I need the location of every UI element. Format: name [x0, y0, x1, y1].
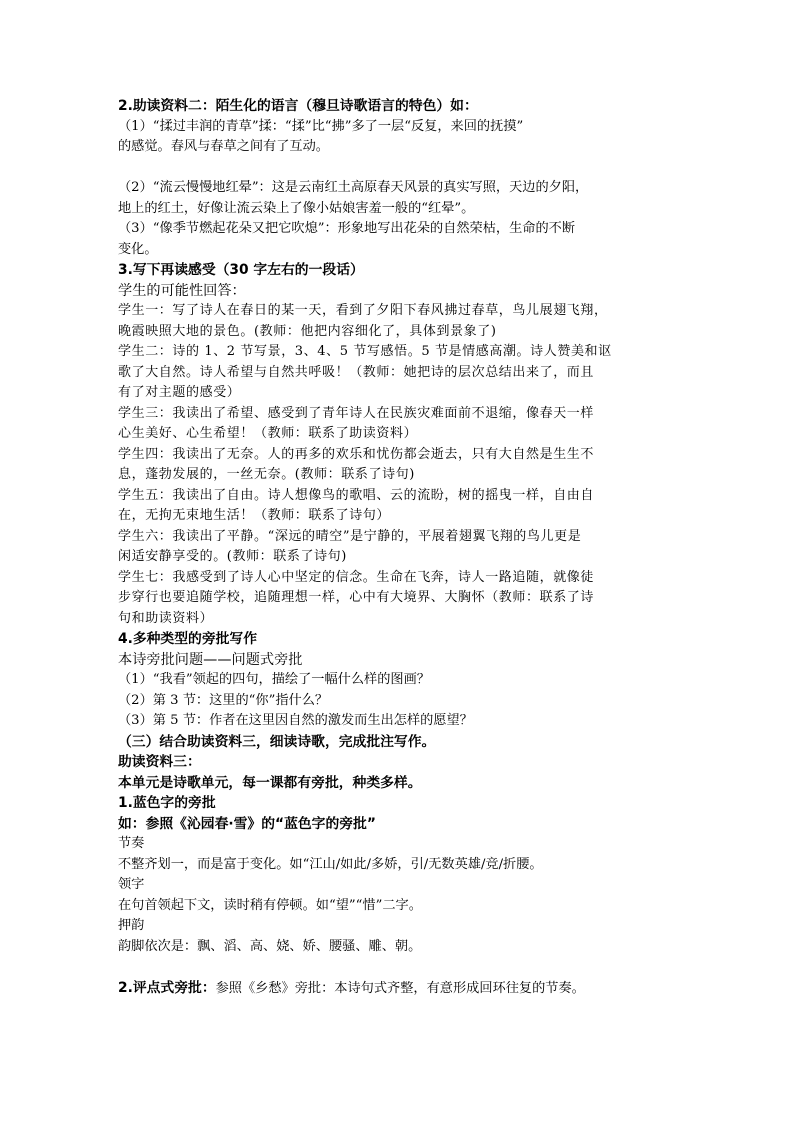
text-line: 的感觉。春风与春草之间有了互动。	[118, 139, 329, 154]
text-line: 步穿行也要追随学校，追随理想一样，心中有大境界、大胸怀（教师：联系了诗	[118, 590, 595, 605]
text-line: 学生一：写了诗人在春日的某一天，看到了夕阳下春风拂过春草，鸟儿展翅飞翔，	[118, 303, 608, 318]
section-heading: 3.写下再读感受（30 字左右的一段话）	[118, 262, 364, 278]
text-line: 学生七：我感受到了诗人心中坚定的信念。生命在飞奔，诗人一路追随，就像徒	[118, 569, 595, 585]
text-line: 学生五：我读出了自由。诗人想像鸟的歌唱、云的流盼，树的摇曳一样，自由自	[118, 487, 595, 503]
text-line: 学生四：我读出了无奈。人的再多的欢乐和忧伤都会逝去，只有大自然是生生不	[118, 446, 595, 462]
text-line: （1）“揉过丰润的青草”揉：“揉”比“拂”多了一层“反复，来回的抚摸”	[118, 118, 524, 134]
text-line: 领字	[118, 877, 145, 892]
body-text: 参照《乡愁》旁批：本诗句式齐整，有意形成回环往复的节奏。	[215, 980, 585, 996]
text-line: 地上的红土，好像让流云染上了像小姑娘害羞一般的“红晕”。	[118, 200, 475, 216]
section-heading: 本单元是诗歌单元，每一课都有旁批，种类多样。	[118, 774, 422, 791]
text-line: 学生六：我读出了平静。“深远的晴空”是宁静的，平展着翅翼飞翔的鸟儿更是	[118, 528, 582, 544]
text-line: 有了对主题的感受）	[118, 385, 241, 400]
text-line: 句和助读资料）	[118, 610, 214, 626]
section-heading: 4.多种类型的旁批写作	[118, 631, 258, 647]
blank-line	[118, 158, 688, 179]
document-page	[118, 96, 688, 998]
text-line: （3）“像季节燃起花朵又把它吹熄”：形象地写出花朵的自然荣枯，生命的不断	[118, 221, 576, 236]
text-line: 变化。	[118, 241, 158, 257]
text-line: 本诗旁批问题——问题式旁批	[118, 651, 303, 668]
text-line: 节奏	[118, 836, 145, 851]
text-line: （3）第 5 节：作者在这里因自然的激发而生出怎样的愿望？	[118, 713, 473, 728]
text-line: 心生美好、心生希望！（教师：联系了助读资料）	[118, 426, 418, 441]
section-heading: 1.蓝色字的旁批	[118, 795, 216, 811]
text-line: 不整齐划一，而是富于变化。如“江山/如此/多娇，引/无数英雄/竞/折腰。	[118, 856, 543, 872]
blank-line	[118, 957, 688, 978]
text-line: 息，蓬勃发展的，一丝无奈。(教师：联系了诗句)	[118, 467, 415, 482]
text-line: （1）“我看”领起的四句，描绘了一幅什么样的图画？	[118, 672, 430, 687]
text-line: 学生二：诗的 1、2 节写景，3、4、5 节写感悟。5 节是情感高潮。诗人赞美和讴	[118, 344, 612, 359]
text-line: 歌了大自然。诗人希望与自然共呼吸！（教师：她把诗的层次总结出来了，而且	[118, 364, 595, 380]
text-line: 押韵	[118, 918, 145, 933]
section-heading: 助读资料三：	[118, 754, 201, 770]
text-line: 学生三：我读出了希望、感受到了青年诗人在民族灾难面前不退缩，像春天一样	[118, 405, 595, 421]
text-line	[118, 978, 688, 999]
section-heading: （三）结合助读资料三，细读诗歌，完成批注写作。	[118, 733, 436, 750]
text-line: （2）第 3 节：这里的“你”指什么？	[118, 692, 329, 708]
text-line: 闲适安静享受的。(教师：联系了诗句)	[118, 549, 347, 564]
section-heading: 2.助读资料二：陌生化的语言（穆旦诗歌语言的特色）如：	[118, 98, 478, 114]
section-heading: 2.评点式旁批：	[118, 979, 216, 996]
text-line: 学生的可能性回答：	[118, 282, 246, 299]
text-line: 在，无拘无束地生活！（教师：联系了诗句）	[118, 508, 391, 523]
text-line: 晚霞映照大地的景色。(教师：他把内容细化了，具体到景象了)	[118, 323, 497, 339]
section-heading: 如：参照《沁园春·雪》的“蓝色字的旁批”	[118, 815, 376, 832]
text-line: 在句首领起下文，读时稍有停顿。如“望”“惜”二字。	[118, 897, 422, 913]
text-line: 韵脚依次是：飘、滔、高、娆、娇、腰骚、雕、朝。	[118, 938, 422, 954]
text-line: （2）“流云慢慢地红晕”：这是云南红土高原春天风景的真实写照，天边的夕阳，	[118, 180, 589, 195]
